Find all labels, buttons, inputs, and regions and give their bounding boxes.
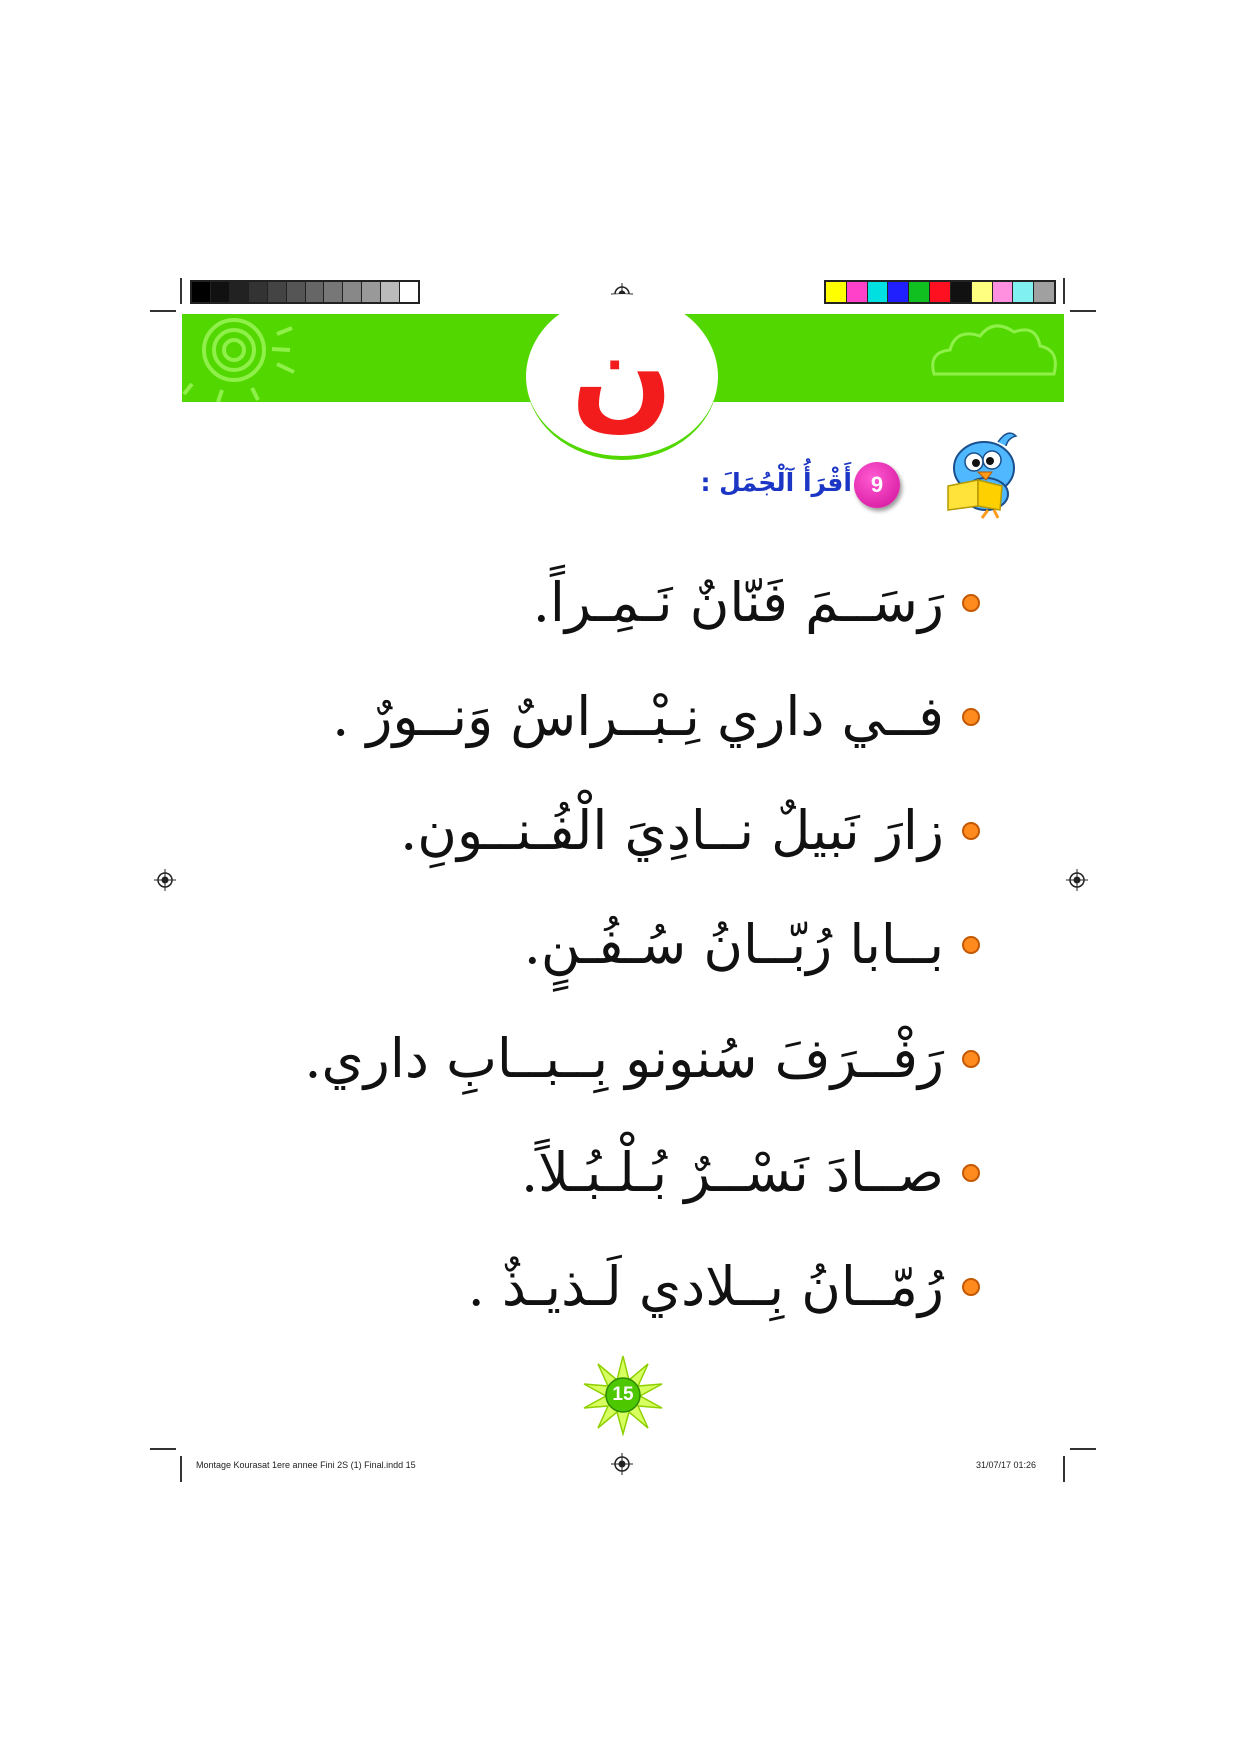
- sentence-item: [524, 890, 980, 1000]
- bullet-icon: [962, 1278, 980, 1296]
- crop-mark: [1063, 1456, 1065, 1482]
- sentence-item: [304, 1004, 980, 1114]
- color-swatch: [324, 282, 343, 302]
- color-swatch: [951, 282, 972, 302]
- bullet-icon: [962, 822, 980, 840]
- color-swatch: [306, 282, 325, 302]
- bullet-icon: [962, 594, 980, 612]
- sentence-text: رُمّــانُ بِــلادي لَـذيـذٌ .: [467, 1255, 944, 1318]
- sentence-item: [332, 662, 980, 772]
- bird-reading-icon: [928, 420, 1028, 520]
- sentence-text: رَسَــمَ فَنّانٌ نَـمِـراً.: [532, 571, 944, 634]
- instruction-title: أَقْرَأُ آلْجُمَلَ :: [700, 468, 852, 497]
- sentence-item: [468, 1232, 980, 1342]
- sentence-text: زارَ نَبيلٌ نــادِيَ الْفُـنــونِ.: [400, 799, 944, 862]
- crop-mark: [180, 278, 182, 304]
- crop-mark: [1063, 278, 1065, 304]
- color-swatch: [192, 282, 211, 302]
- crop-mark: [1070, 1448, 1096, 1450]
- sentence-text: بــابا رُبّــانُ سُـفُـنٍ.: [523, 913, 944, 976]
- registration-mark-icon: [154, 869, 176, 891]
- color-swatch: [343, 282, 362, 302]
- featured-letter: ن: [570, 305, 674, 444]
- color-swatch: [993, 282, 1014, 302]
- cloud-icon: [904, 314, 1064, 402]
- sentence-item: [400, 776, 980, 886]
- color-swatch: [381, 282, 400, 302]
- crop-mark: [150, 1448, 176, 1450]
- sentence-item: [533, 548, 980, 658]
- sentence-text: فــي داري نِـبْــراسٌ وَنــورٌ .: [332, 685, 944, 748]
- bullet-icon: [962, 708, 980, 726]
- color-swatch: [362, 282, 381, 302]
- color-swatch: [249, 282, 268, 302]
- bullet-icon: [962, 1050, 980, 1068]
- cmyk-color-bar: [824, 280, 1056, 304]
- sentence-item: [521, 1118, 980, 1228]
- date-slug: 31/07/17 01:26: [976, 1460, 1037, 1470]
- color-swatch: [868, 282, 889, 302]
- color-swatch: [230, 282, 249, 302]
- crop-mark: [180, 1456, 182, 1482]
- exercise-number-badge: 9: [854, 462, 900, 508]
- registration-mark-icon: [611, 1453, 633, 1475]
- color-swatch: [909, 282, 930, 302]
- color-swatch: [1013, 282, 1034, 302]
- color-swatch: [930, 282, 951, 302]
- bullet-icon: [962, 936, 980, 954]
- color-swatch: [268, 282, 287, 302]
- color-swatch: [972, 282, 993, 302]
- color-swatch: [826, 282, 847, 302]
- file-slug: Montage Kourasat 1ere annee Fini 2S (1) Final.indd 15: [196, 1460, 416, 1470]
- crop-mark: [150, 310, 176, 312]
- registration-mark-icon: [1066, 869, 1088, 891]
- crop-mark: [1070, 310, 1096, 312]
- color-swatch: [888, 282, 909, 302]
- sentence-text: رَفْــرَفَ سُنونو بِــبــابِ داري.: [304, 1027, 944, 1090]
- sentence-text: صــادَ نَسْــرٌ بُـلْـبُـلاً.: [520, 1141, 944, 1204]
- color-swatch: [847, 282, 868, 302]
- color-swatch: [1034, 282, 1054, 302]
- color-swatch: [211, 282, 230, 302]
- page-number: 15: [612, 1384, 634, 1405]
- color-swatch: [400, 282, 418, 302]
- color-swatch: [287, 282, 306, 302]
- bullet-icon: [962, 1164, 980, 1182]
- grayscale-color-bar: [190, 280, 420, 304]
- sun-swirl-icon: [182, 314, 322, 402]
